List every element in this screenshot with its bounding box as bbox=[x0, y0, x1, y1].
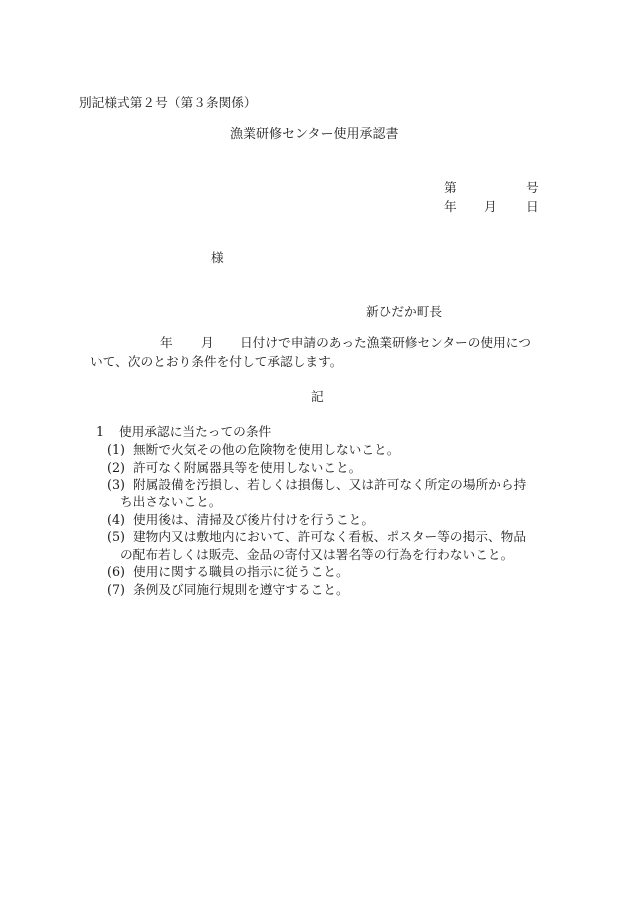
item-number: (5) bbox=[107, 529, 125, 544]
item-number: (2) bbox=[107, 460, 125, 475]
number-prefix: 第 bbox=[444, 180, 457, 195]
item-text-continuation: ち出さないこと。 bbox=[120, 494, 222, 509]
item-number: (7) bbox=[107, 582, 125, 597]
item-text: 使用に関する職員の指示に従うこと。 bbox=[133, 564, 349, 579]
item-text: 使用後は、清掃及び後片付けを行うこと。 bbox=[133, 512, 375, 527]
section-number: 1 bbox=[96, 424, 105, 439]
item-number: (6) bbox=[107, 564, 125, 579]
form-label: 別記様式第２号（第３条関係） bbox=[79, 95, 257, 110]
number-suffix: 号 bbox=[526, 180, 539, 195]
item-text: 附属設備を汚損し、若しくは損傷し、又は許可なく所定の場所から持 bbox=[133, 477, 527, 492]
item-text: 無断で火気その他の危険物を使用しないこと。 bbox=[133, 442, 400, 457]
item-text: 建物内又は敷地内において、許可なく看板、ポスター等の掲示、物品 bbox=[133, 529, 527, 544]
item-number: (1) bbox=[107, 442, 125, 457]
item-text-continuation: の配布若しくは販売、金品の寄付又は署名等の行為を行わないこと。 bbox=[120, 547, 514, 562]
body-line-2: いて、次のとおり条件を付して承認します。 bbox=[90, 354, 343, 369]
issuer-name: 新ひだか町長 bbox=[366, 304, 443, 319]
item-number: (3) bbox=[107, 477, 125, 492]
body-line-1: 日付けで申請のあった漁業研修センターの使用につ bbox=[240, 335, 531, 350]
item-number: (4) bbox=[107, 512, 125, 527]
date-year: 年 bbox=[444, 199, 457, 214]
section-title: 使用承認に当たっての条件 bbox=[119, 424, 272, 439]
ki-heading: 記 bbox=[311, 389, 324, 404]
body-month: 月 bbox=[201, 335, 214, 350]
addressee-honorific: 様 bbox=[211, 250, 224, 265]
body-year: 年 bbox=[160, 335, 173, 350]
item-text: 条例及び同施行規則を遵守すること。 bbox=[133, 582, 349, 597]
document-title: 漁業研修センター使用承認書 bbox=[230, 127, 399, 142]
date-day: 日 bbox=[526, 199, 539, 214]
item-text: 許可なく附属器具等を使用しないこと。 bbox=[133, 460, 362, 475]
date-month: 月 bbox=[484, 199, 497, 214]
